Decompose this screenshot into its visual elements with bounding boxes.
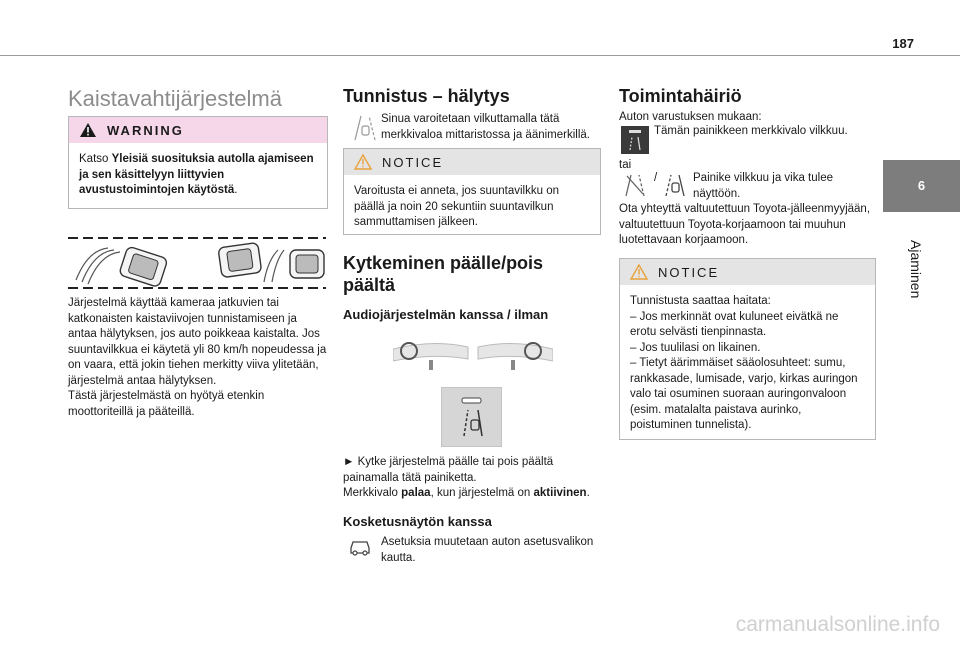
header-rule <box>0 55 960 56</box>
warning-text: Katso Yleisiä suosituksia autolla ajamiseen ja sen käsittelyyn liittyvien avustustoimintojen käytöstä. <box>79 153 314 196</box>
warning-label: WARNING <box>107 122 184 138</box>
lane-warning-light-icon <box>352 114 378 142</box>
page-number: 187 <box>892 36 914 51</box>
section-title-lane-assist: Kaistavahtijärjestelmä <box>68 86 282 111</box>
switch-instruction: ► Kytke järjestelmä päälle tai pois päältä painamalla tätä painiketta. <box>343 456 554 484</box>
notice-triangle-icon <box>630 264 648 280</box>
notice-label-2: NOTICE <box>658 264 720 280</box>
warning-box <box>68 116 328 209</box>
notice-item: – Tietyt äärimmäiset sääolosuhteet: sumu, rankkasade, lumisade, varjo, kirkas auringon valo tai osuminen suoraan auringonvaloon (esim. matalalta paistava aurinko, poistuminen tunnelista). <box>630 357 858 431</box>
chapter-tab[interactable]: 6 <box>883 160 960 212</box>
notice-text: Varoitusta ei anneta, jos suuntavilkku on päällä ja noin 20 sekuntiin suuntavilkun sammuttamisen jälkeen. <box>354 185 559 228</box>
subsection-audio: Audiojärjestelmän kanssa / ilman <box>343 307 549 322</box>
section-title-switching: Kytkeminen päälle/pois päältä <box>343 253 544 295</box>
car-settings-icon <box>348 538 372 556</box>
detection-alert-text: Sinua varoitetaan vilkuttamalla tätä merkkivaloa mittaristossa ja äänimerkillä. <box>381 113 590 141</box>
slash-separator: / <box>654 172 658 184</box>
malfunction-line2: Painike vilkkuu ja vika tulee näyttöön. <box>693 172 833 200</box>
lane-button-dark-tile <box>621 126 649 154</box>
malfunction-line1: Tämän painikkeen merkkivalo vilkkuu. <box>654 125 848 137</box>
lane-fault-icon <box>623 172 647 198</box>
notice-triangle-icon <box>354 154 372 170</box>
notice-intro: Tunnistusta saattaa haitata: <box>630 295 771 307</box>
notice-header-2 <box>620 259 875 285</box>
notice-header <box>344 149 600 175</box>
malfunction-intro: Auton varustuksen mukaan: <box>619 111 762 123</box>
malfunction-contact: Ota yhteyttä valtuutettuun Toyota-jälleenmyyjään, valtuutettuun Toyota-korjaamoon tai muuhun luotettavaan korjaamoon. <box>619 203 871 246</box>
notice-box-malfunction <box>619 258 876 440</box>
malfunction-or: tai <box>619 159 632 171</box>
lane-departure-illustration <box>68 230 326 292</box>
touchscreen-text: Asetuksia muutetaan auton asetusvalikon kautta. <box>381 536 594 564</box>
notice-item: – Jos merkinnät ovat kuluneet eivätkä ne erotu selvästi tienpinnasta. <box>630 310 839 338</box>
warning-header <box>69 117 327 143</box>
warning-triangle-icon <box>79 122 97 138</box>
indicator-instruction: Merkkivalo palaa, kun järjestelmä on aktiivinen. <box>343 487 590 499</box>
section-title-detection: Tunnistus – hälytys <box>343 86 510 106</box>
lane-assist-button-icon <box>442 388 501 446</box>
notice-item: – Jos tuulilasi on likainen. <box>630 341 761 354</box>
lane-assist-button-tile[interactable] <box>441 387 502 447</box>
section-title-malfunction: Toimintahäiriö <box>619 86 742 106</box>
lane-assist-icon <box>663 172 687 198</box>
subsection-touchscreen: Kosketusnäytön kanssa <box>343 514 492 529</box>
chapter-label: Ajaminen <box>908 240 924 299</box>
notice-box-detection <box>343 148 601 235</box>
lane-assist-description: Järjestelmä käyttää kameraa jatkuvien tai katkonaisten kaistaviivojen tunnistamiseen ja antaa hälytyksen, jos auto poikkeaa kaistalta. Jos suuntavilkkua ei käytetä yli 80 km/h nopeudessa ja on vaara, että jokin tiehen merkitty viiva ylitetään, järjestelmä antaa hälytyksen. Tästä järjestelmästä on hyötyä etenkin moottoriteillä ja pääteillä. <box>68 297 327 418</box>
lane-button-icon <box>621 126 649 154</box>
watermark: carmanualsonline.info <box>735 613 940 636</box>
notice-label: NOTICE <box>382 154 444 170</box>
notice-body-2 <box>620 285 875 442</box>
steering-wheel-illustration <box>393 335 553 375</box>
